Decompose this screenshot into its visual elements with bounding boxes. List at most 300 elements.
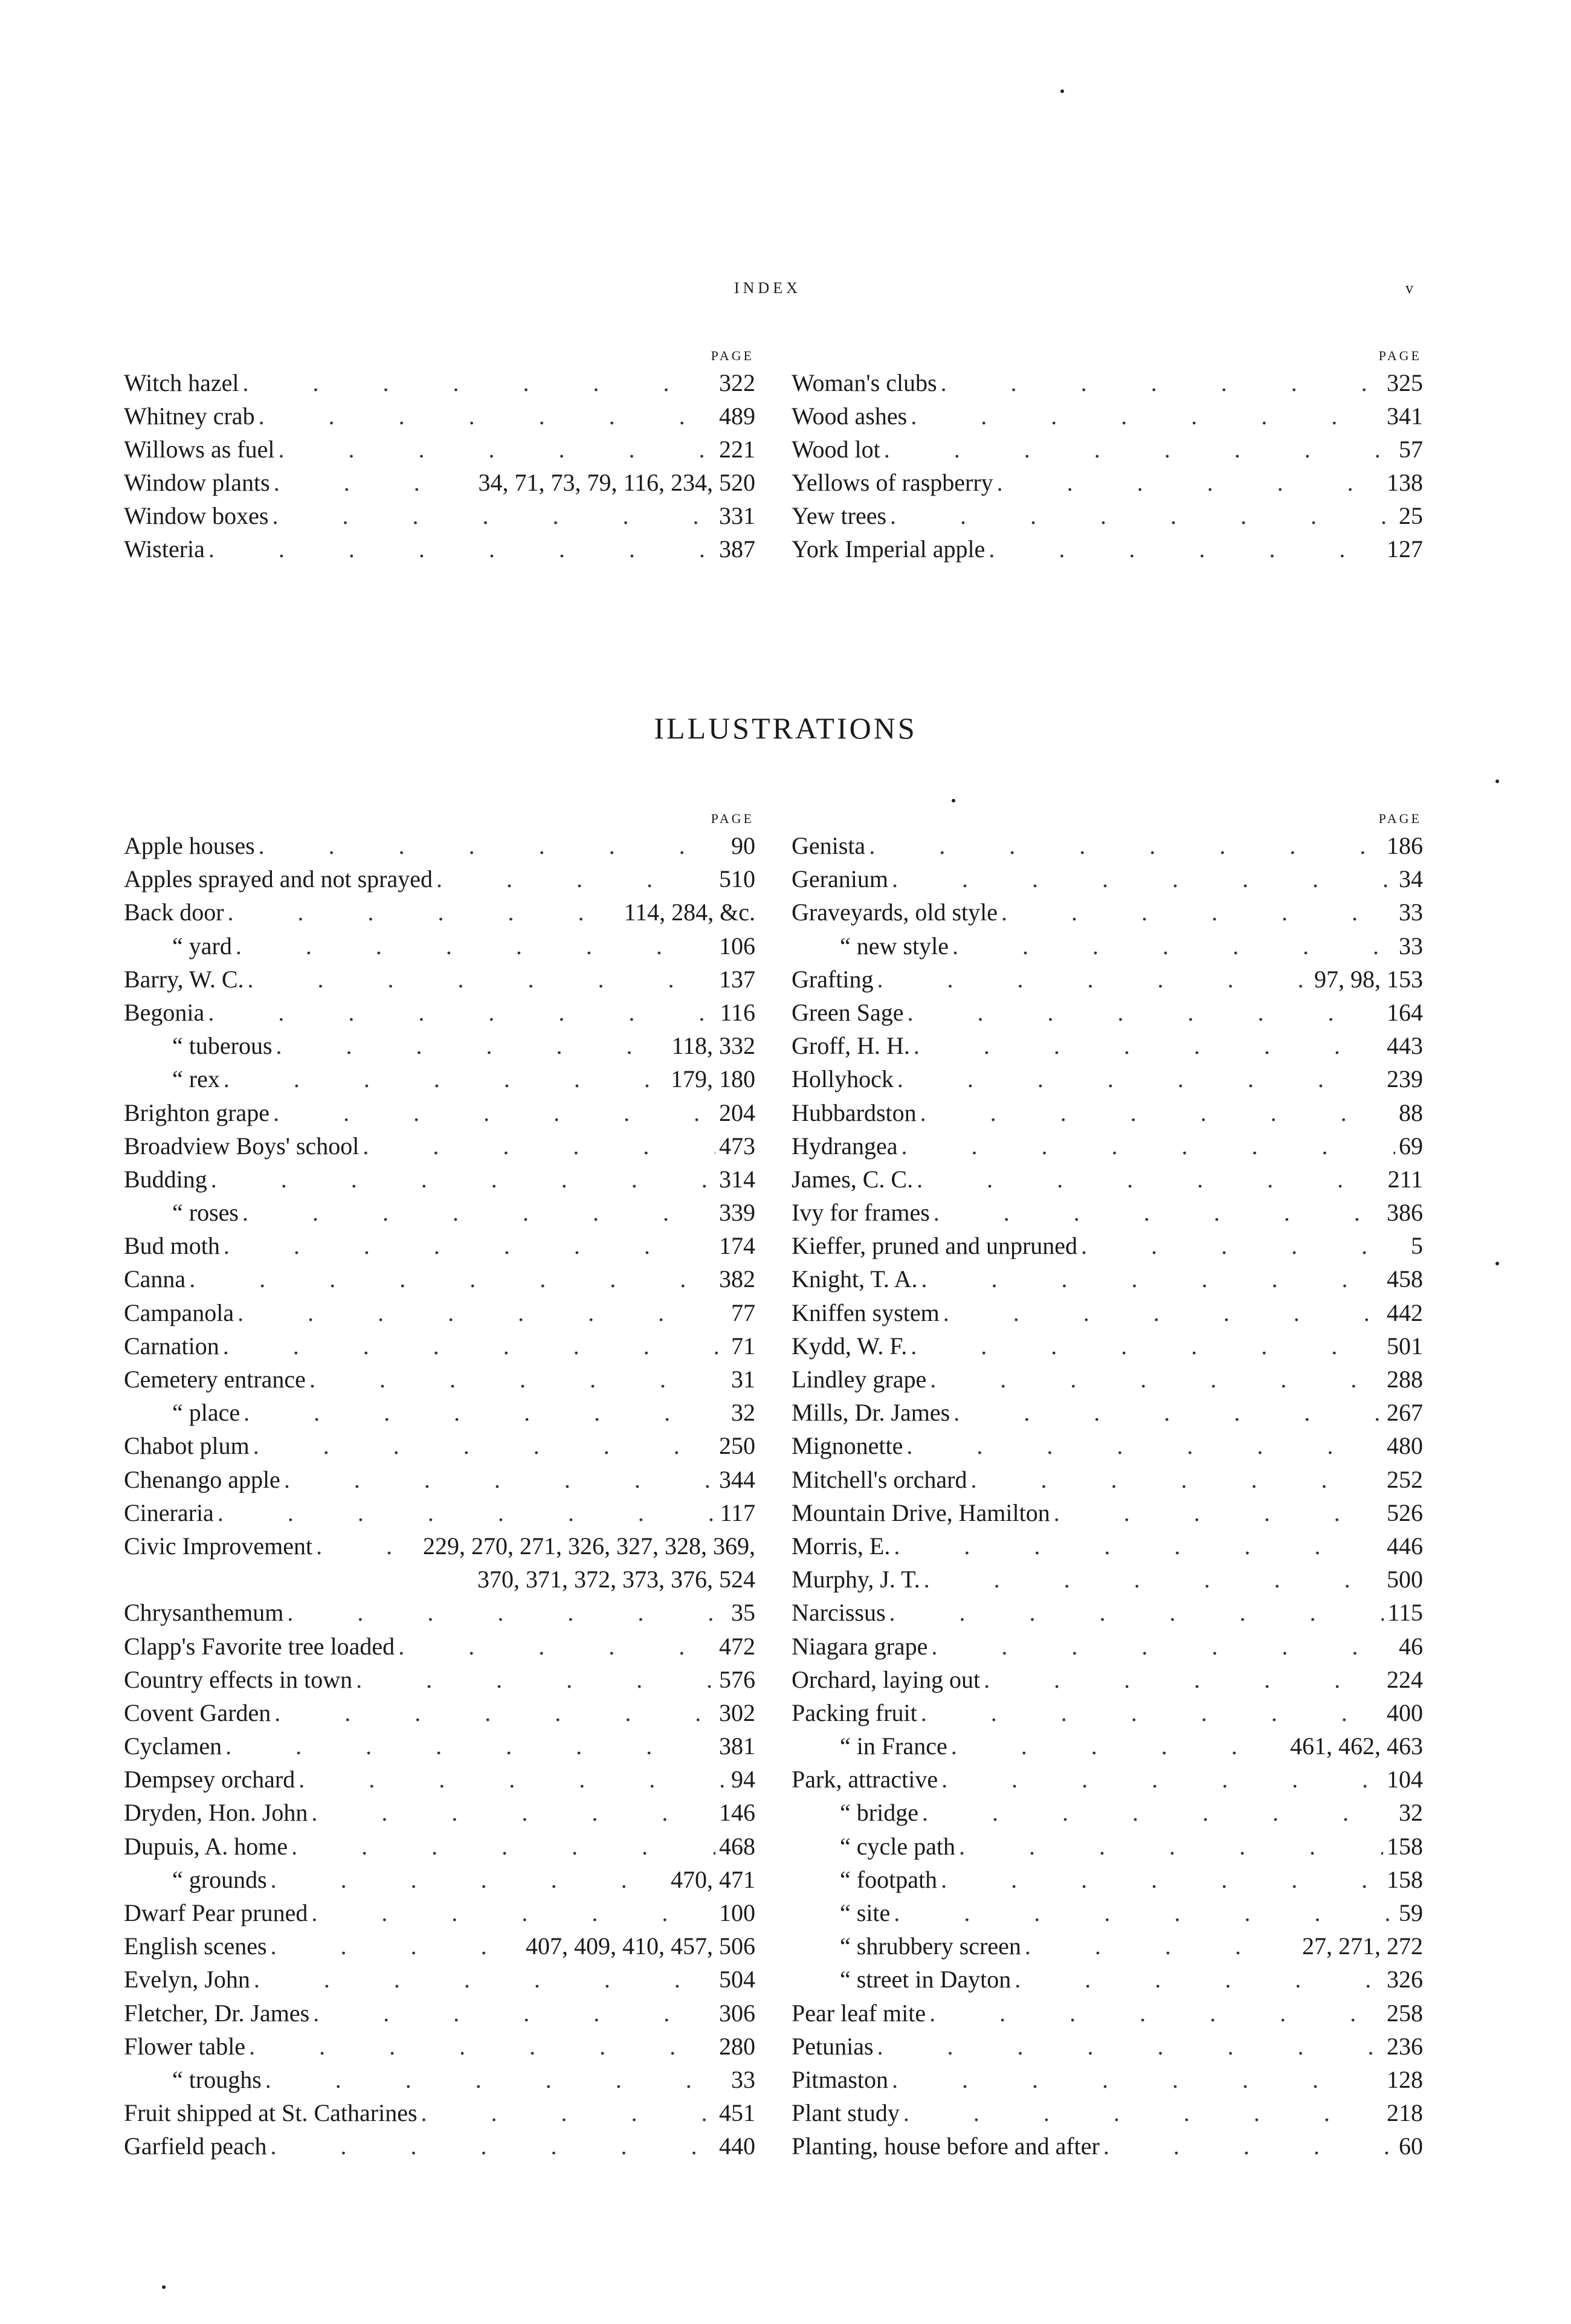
leader-dots xyxy=(1025,1929,1298,1963)
leader-dots xyxy=(259,829,727,862)
entry-pages: 5 xyxy=(1411,1232,1423,1260)
leader-dots xyxy=(989,532,1383,566)
entry-pages: 322 xyxy=(719,369,755,396)
index-entry xyxy=(792,829,1423,862)
entry-pages: 138 xyxy=(1387,469,1423,496)
entry-name: English scenes xyxy=(124,1932,267,1960)
leader-dots xyxy=(907,996,1383,1029)
entry-name: Narcissus xyxy=(792,1599,886,1627)
illustrations-column-right xyxy=(792,809,1423,2163)
entry-pages: 325 xyxy=(1387,369,1423,396)
index-entry xyxy=(792,399,1423,433)
illustrations-column-left xyxy=(124,809,755,2163)
leader-dots xyxy=(941,1863,1383,1896)
leader-dots xyxy=(903,2096,1383,2129)
entry-pages: 344 xyxy=(719,1465,755,1493)
entry-name: Mignonette xyxy=(792,1432,903,1460)
entry-pages: 326 xyxy=(1387,1966,1423,1993)
entry-name: Cineraria xyxy=(124,1499,214,1526)
entry-pages: 501 xyxy=(1387,1332,1423,1360)
entry-name: Petunias xyxy=(792,2032,874,2060)
leader-dots xyxy=(921,1262,1383,1296)
entry-name: Barry, W. C. xyxy=(124,965,244,993)
entry-pages: 250 xyxy=(719,1432,755,1460)
leader-dots xyxy=(421,2096,715,2129)
index-entry xyxy=(124,1796,755,1829)
entry-name: Country effects in town xyxy=(124,1665,353,1693)
leader-dots xyxy=(265,2063,727,2096)
leader-dots xyxy=(970,1463,1383,1496)
leader-dots xyxy=(869,829,1383,862)
index-entry xyxy=(124,399,755,433)
leader-dots xyxy=(237,1296,727,1329)
entry-pages: 146 xyxy=(719,1799,755,1827)
leader-dots xyxy=(984,1663,1383,1696)
leader-dots xyxy=(906,1429,1383,1462)
index-entry xyxy=(792,929,1423,963)
leader-dots xyxy=(249,2030,715,2063)
index-entry xyxy=(792,1563,1423,1596)
index-entry xyxy=(124,1863,755,1896)
entry-pages: 115 xyxy=(1387,1599,1423,1627)
entry-pages: 489 xyxy=(719,402,755,430)
entry-name: Knight, T. A. xyxy=(792,1265,918,1293)
leader-dots xyxy=(208,532,715,566)
index-section xyxy=(124,346,1423,566)
entry-pages: 137 xyxy=(719,965,755,993)
index-entry xyxy=(792,1396,1423,1429)
entry-name: “ new style xyxy=(840,932,949,960)
entry-pages: 174 xyxy=(719,1232,755,1260)
leader-dots xyxy=(243,366,715,399)
entry-name: Chabot plum xyxy=(124,1432,250,1460)
entry-name: Niagara grape xyxy=(792,1632,928,1660)
entry-pages: 370, 371, 372, 373, 376, 524 xyxy=(477,1566,755,1593)
index-entry xyxy=(792,1863,1423,1896)
entry-name: Budding xyxy=(124,1165,207,1193)
leader-dots xyxy=(884,433,1395,466)
index-entry xyxy=(124,1729,755,1763)
entry-pages: 117 xyxy=(720,1499,755,1526)
index-entry xyxy=(792,1796,1423,1829)
entry-pages: 470, 471 xyxy=(671,1865,755,1893)
entry-name: “ place xyxy=(172,1399,240,1427)
leader-dots xyxy=(259,399,715,433)
entry-name: Evelyn, John xyxy=(124,1966,250,1993)
entry-pages: 90 xyxy=(731,832,755,859)
entry-pages: 382 xyxy=(719,1265,755,1293)
leader-dots xyxy=(218,1496,717,1529)
entry-name: Window plants xyxy=(124,469,270,496)
leader-dots xyxy=(208,996,716,1029)
leader-dots xyxy=(952,929,1395,963)
index-entry xyxy=(124,1363,755,1396)
leader-dots xyxy=(921,1696,1383,1729)
leader-dots xyxy=(894,1529,1383,1563)
entry-name: Whitney crab xyxy=(124,402,255,430)
leader-dots xyxy=(225,1729,715,1763)
entry-name: Ivy for frames xyxy=(792,1199,930,1227)
entry-pages: 179, 180 xyxy=(671,1065,755,1093)
leader-dots xyxy=(953,1396,1383,1429)
entry-name: Orchard, laying out xyxy=(792,1665,981,1693)
entry-name: Flower table xyxy=(124,2032,246,2060)
print-speck xyxy=(1495,780,1499,783)
leader-dots xyxy=(997,466,1383,499)
leader-dots xyxy=(278,433,715,466)
index-entry xyxy=(792,996,1423,1029)
entry-name: Fletcher, Dr. James xyxy=(124,1999,310,2027)
index-entry xyxy=(792,2129,1423,2163)
leader-dots xyxy=(356,1663,715,1696)
index-entry xyxy=(124,996,755,1029)
entry-pages: 472 xyxy=(719,1632,755,1660)
entry-name: “ street in Dayton xyxy=(840,1966,1011,1993)
index-entry xyxy=(124,1830,755,1863)
index-entry xyxy=(124,896,755,929)
index-entry xyxy=(792,1896,1423,1929)
leader-dots xyxy=(917,1163,1384,1196)
index-entry xyxy=(792,1229,1423,1262)
entry-name: Pear leaf mite xyxy=(792,1999,926,2027)
index-entry xyxy=(124,1963,755,1996)
leader-dots xyxy=(253,1429,715,1462)
print-speck xyxy=(162,2285,166,2289)
leader-dots xyxy=(894,1896,1395,1929)
leader-dots xyxy=(274,1696,715,1729)
leader-dots xyxy=(273,1096,715,1129)
leader-dots xyxy=(244,1396,727,1429)
running-head-title: INDEX xyxy=(734,279,801,297)
entry-name: Lindley grape xyxy=(792,1366,927,1393)
leader-dots xyxy=(398,1630,715,1663)
entry-name: York Imperial apple xyxy=(792,535,986,563)
entry-pages: 473 xyxy=(719,1132,755,1160)
entry-name: Hydrangea xyxy=(792,1132,898,1160)
leader-dots xyxy=(236,929,715,963)
index-entry xyxy=(124,2096,755,2129)
entry-name: Wood lot xyxy=(792,436,880,463)
entry-pages: 60 xyxy=(1399,2132,1423,2160)
entry-name: “ grounds xyxy=(172,1865,267,1893)
index-entry xyxy=(792,1062,1423,1096)
index-entry xyxy=(792,896,1423,929)
entry-pages: 461, 462, 463 xyxy=(1290,1732,1423,1760)
entry-name: Mills, Dr. James xyxy=(792,1399,950,1427)
entry-name: Dwarf Pear pruned xyxy=(124,1899,308,1926)
leader-dots xyxy=(892,862,1395,896)
entry-pages: 314 xyxy=(719,1165,755,1193)
entry-name: Fruit shipped at St. Catharines xyxy=(124,2099,418,2127)
index-entry xyxy=(792,466,1423,499)
entry-pages: 104 xyxy=(1387,1766,1423,1793)
entry-name: James, C. C. xyxy=(792,1165,914,1193)
leader-dots xyxy=(892,2063,1383,2096)
entry-name: Broadview Boys' school xyxy=(124,1132,360,1160)
entry-pages: 218 xyxy=(1387,2099,1423,2127)
entry-name: Pitmaston xyxy=(792,2065,889,2093)
leader-dots xyxy=(931,1630,1395,1663)
entry-pages: 339 xyxy=(719,1199,755,1227)
leader-dots xyxy=(311,1896,715,1929)
leader-dots xyxy=(959,1830,1383,1863)
entry-pages: 116 xyxy=(720,998,755,1026)
index-entry xyxy=(792,532,1423,566)
entry-name: Green Sage xyxy=(792,998,904,1026)
entry-pages: 100 xyxy=(719,1899,755,1926)
entry-name: Apples sprayed and not sprayed xyxy=(124,865,433,893)
entry-pages: 34 xyxy=(1399,865,1423,893)
page-column-label: PAGE xyxy=(1378,348,1422,363)
index-entry xyxy=(124,1929,755,1963)
index-entry xyxy=(124,1463,755,1496)
leader-dots xyxy=(951,1729,1286,1763)
leader-dots xyxy=(228,896,621,929)
entry-name: Campanola xyxy=(124,1299,234,1326)
leader-dots xyxy=(224,1062,667,1096)
entry-pages: 204 xyxy=(719,1099,755,1126)
entry-pages: 458 xyxy=(1387,1265,1423,1293)
entry-name: “ site xyxy=(840,1899,891,1926)
entry-pages: 25 xyxy=(1399,502,1423,529)
entry-name: Grafting xyxy=(792,965,874,993)
entry-pages: 480 xyxy=(1387,1432,1423,1460)
entry-pages: 576 xyxy=(719,1665,755,1693)
index-entry xyxy=(124,1096,755,1129)
leader-dots xyxy=(941,1763,1383,1796)
index-entry xyxy=(792,1929,1423,1963)
index-entry xyxy=(792,1029,1423,1062)
entry-pages: 468 xyxy=(719,1832,755,1860)
leader-dots xyxy=(934,1196,1383,1229)
leader-dots xyxy=(284,1463,715,1496)
index-entry xyxy=(124,1262,755,1296)
index-entry xyxy=(124,1630,755,1663)
index-entry xyxy=(124,1229,755,1262)
entry-pages: 331 xyxy=(719,502,755,529)
entry-name: “ troughs xyxy=(172,2065,262,2093)
entry-name: Murphy, J. T. xyxy=(792,1566,920,1593)
index-entry xyxy=(124,1663,755,1696)
entry-name: Kydd, W. F. xyxy=(792,1332,908,1360)
entry-pages: 504 xyxy=(719,1966,755,1993)
entry-pages: 400 xyxy=(1387,1699,1423,1726)
entry-pages: 500 xyxy=(1387,1566,1423,1593)
entry-pages: 442 xyxy=(1387,1299,1423,1326)
print-speck xyxy=(952,799,955,802)
index-entry xyxy=(124,433,755,466)
index-entry xyxy=(124,1429,755,1462)
illustrations-section xyxy=(124,809,1423,2163)
index-entry xyxy=(124,1696,755,1729)
entry-pages: 443 xyxy=(1387,1032,1423,1060)
index-entry xyxy=(792,1262,1423,1296)
index-entry xyxy=(124,2030,755,2063)
index-entry xyxy=(124,466,755,499)
page-number: v xyxy=(1405,279,1413,297)
entry-pages: 128 xyxy=(1387,2065,1423,2093)
entry-pages: 381 xyxy=(719,1732,755,1760)
index-entry xyxy=(792,1696,1423,1729)
leader-dots xyxy=(943,1296,1383,1329)
entry-name: Park, attractive xyxy=(792,1766,938,1793)
index-entry xyxy=(792,1963,1423,1996)
index-entry xyxy=(792,1129,1423,1163)
leader-dots xyxy=(272,499,715,532)
index-entry xyxy=(792,1663,1423,1696)
entry-pages: 158 xyxy=(1387,1832,1423,1860)
entry-pages: 440 xyxy=(719,2132,755,2160)
index-entry xyxy=(124,963,755,996)
index-entry xyxy=(124,1763,755,1796)
entry-pages: 306 xyxy=(719,1999,755,2027)
entry-pages: 35 xyxy=(731,1599,755,1627)
entry-name: Woman's clubs xyxy=(792,369,937,396)
entry-name: “ tuberous xyxy=(172,1032,273,1060)
leader-dots xyxy=(274,466,475,499)
print-speck xyxy=(1060,89,1064,93)
index-entry xyxy=(792,499,1423,532)
entry-pages: 267 xyxy=(1387,1399,1423,1427)
index-entry xyxy=(792,1196,1423,1229)
index-entry xyxy=(792,1596,1423,1629)
entry-name: Hubbardston xyxy=(792,1099,917,1126)
index-entry xyxy=(124,532,755,566)
entry-name: Plant study xyxy=(792,2099,900,2127)
entry-name: Cyclamen xyxy=(124,1732,222,1760)
leader-dots xyxy=(1015,1963,1383,1996)
index-entry xyxy=(124,1396,755,1429)
entry-pages: 127 xyxy=(1387,535,1423,563)
index-entry xyxy=(124,366,755,399)
entry-pages: 57 xyxy=(1399,436,1423,463)
entry-name: Yew trees xyxy=(792,502,887,529)
entry-pages: 32 xyxy=(731,1399,755,1427)
leader-dots xyxy=(298,1763,727,1796)
leader-dots xyxy=(316,1529,419,1563)
entry-pages: 258 xyxy=(1387,1999,1423,2027)
index-entry xyxy=(792,366,1423,399)
entry-name: “ yard xyxy=(172,932,232,960)
leader-dots xyxy=(877,963,1311,996)
entry-pages: 341 xyxy=(1387,402,1423,430)
entry-name: Bud moth xyxy=(124,1232,220,1260)
index-entry xyxy=(792,1363,1423,1396)
entry-name: Civic Improvement xyxy=(124,1532,313,1560)
index-entry xyxy=(124,2129,755,2163)
entry-pages: 33 xyxy=(1399,932,1423,960)
leader-dots xyxy=(901,1129,1395,1163)
entry-pages: 71 xyxy=(731,1332,755,1360)
entry-name: “ in France xyxy=(840,1732,947,1760)
entry-name: Wood ashes xyxy=(792,402,908,430)
index-entry xyxy=(792,1496,1423,1529)
leader-dots xyxy=(271,2129,715,2163)
leader-dots xyxy=(922,1796,1395,1829)
entry-pages: 239 xyxy=(1387,1065,1423,1093)
page-column-label: PAGE xyxy=(1378,811,1422,826)
index-entry xyxy=(792,1830,1423,1863)
index-entry xyxy=(124,929,755,963)
index-entry xyxy=(124,1896,755,1929)
entry-pages: 221 xyxy=(719,436,755,463)
entry-pages: 224 xyxy=(1387,1665,1423,1693)
entry-name: Mountain Drive, Hamilton xyxy=(792,1499,1050,1526)
index-entry xyxy=(124,1062,755,1096)
entry-name: “ bridge xyxy=(840,1799,918,1827)
index-entry xyxy=(124,1596,755,1629)
leader-dots xyxy=(877,2030,1383,2063)
leader-dots xyxy=(276,1029,668,1062)
leader-dots xyxy=(1001,896,1395,929)
entry-pages: 59 xyxy=(1399,1899,1423,1926)
entry-name: Mitchell's orchard xyxy=(792,1465,967,1493)
entry-name: Brighton grape xyxy=(124,1099,270,1126)
index-entry xyxy=(124,1496,755,1529)
entry-name: Canna xyxy=(124,1265,186,1293)
leader-dots xyxy=(897,1062,1383,1096)
entry-name: Cemetery entrance xyxy=(124,1366,306,1393)
entry-name: “ roses xyxy=(172,1199,239,1227)
index-entry xyxy=(124,499,755,532)
entry-name: Packing fruit xyxy=(792,1699,917,1726)
entry-pages: 446 xyxy=(1387,1532,1423,1560)
entry-pages: 114, 284, &c. xyxy=(624,899,755,926)
index-entry xyxy=(124,1529,755,1563)
index-entry xyxy=(792,1296,1423,1329)
index-entry xyxy=(124,1129,755,1163)
entry-pages: 158 xyxy=(1387,1865,1423,1893)
entry-pages: 118, 332 xyxy=(671,1032,755,1060)
leader-dots xyxy=(287,1596,727,1629)
index-entry xyxy=(124,1996,755,2030)
leader-dots xyxy=(311,1796,715,1829)
entry-pages: 252 xyxy=(1387,1465,1423,1493)
entry-pages: 288 xyxy=(1387,1366,1423,1393)
index-entry xyxy=(124,1329,755,1363)
leader-dots xyxy=(924,1563,1383,1596)
index-entry xyxy=(792,1529,1423,1563)
leader-dots xyxy=(271,1929,522,1963)
leader-dots xyxy=(920,1096,1395,1129)
entry-name: Carnation xyxy=(124,1332,219,1360)
entry-name: Kieffer, pruned and unpruned xyxy=(792,1232,1078,1260)
entry-name: Covent Garden xyxy=(124,1699,271,1726)
index-entry xyxy=(792,1429,1423,1462)
entry-name: Planting, house before and after xyxy=(792,2132,1100,2160)
running-head xyxy=(0,279,1571,303)
leader-dots xyxy=(291,1830,715,1863)
entry-name: Window boxes xyxy=(124,502,269,529)
index-entry xyxy=(792,1996,1423,2030)
entry-name: Witch hazel xyxy=(124,369,239,396)
index-entry xyxy=(792,963,1423,996)
entry-pages: 97, 98, 153 xyxy=(1314,965,1423,993)
leader-dots xyxy=(254,1963,715,1996)
entry-name: Morris, E. xyxy=(792,1532,891,1560)
entry-name: Groff, H. H. xyxy=(792,1032,910,1060)
entry-pages: 510 xyxy=(719,865,755,893)
entry-pages: 27, 271, 272 xyxy=(1302,1932,1423,1960)
leader-dots xyxy=(1081,1229,1407,1262)
entry-pages: 69 xyxy=(1399,1132,1423,1160)
entry-name: Dryden, Hon. John xyxy=(124,1799,308,1827)
entry-pages: 164 xyxy=(1387,998,1423,1026)
entry-name: Yellows of raspberry xyxy=(792,469,993,496)
page-column-label: PAGE xyxy=(711,811,754,826)
entry-name: “ footpath xyxy=(840,1865,938,1893)
entry-pages: 77 xyxy=(731,1299,755,1326)
